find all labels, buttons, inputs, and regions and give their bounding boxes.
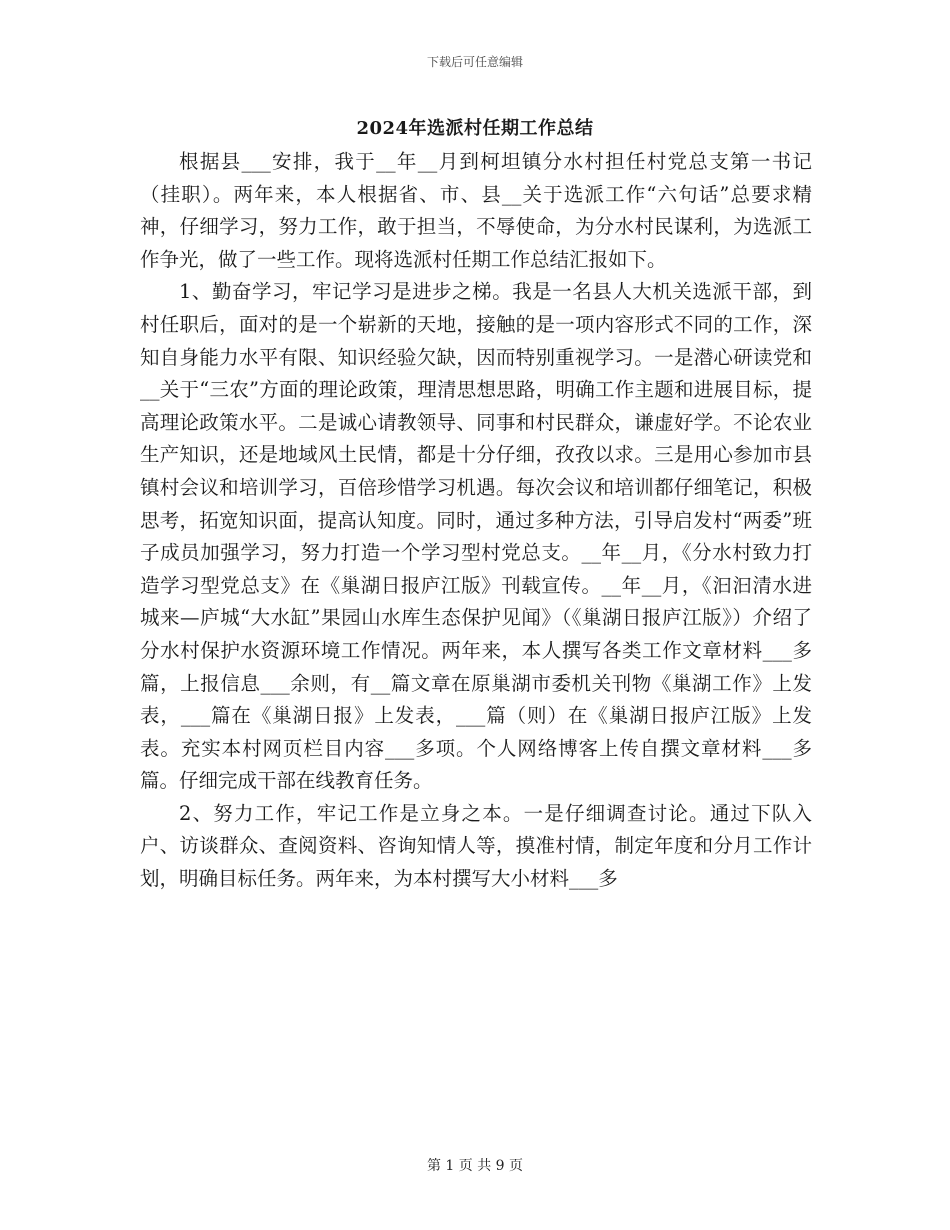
paragraph-study: 1、勤奋学习，牢记学习是进步之梯。我是一名县人大机关选派干部，到村任职后，面对的是一个崭新的天地，接触的是一项内容形式不同的工作，深知自身能力水平有限、知识经验欠缺，因而特别重视学习。一是潜心研读党和__关于“三农”方面的理论政策，理清思想思路，明确工作主题和进展目标，提高理论政策水平。二是诚心请教领导、同事和村民群众，谦虚好学。不论农业生产知识，还是地域风土民情，都是十分仔细，孜孜以求。三是用心参加市县镇村会议和培训学习，百倍珍惜学习机遇。每次会议和培训都仔细笔记，积极思考，拓宽知识面，提高认知度。同时，通过多种方法，引导启发村“两委”班子成员加强学习，努力打造一个学习型村党总支。__年__月，《分水村致力打造学习型党总支》在《巢湖日报庐江版》刊载宣传。__年__月，《汩汩清水进城来—庐城“大水缸”果园山水库生态保护见闻》（《巢湖日报庐江版》）介绍了分水村保护水资源环境工作情况。两年来，本人撰写各类工作文章材料___多篇，上报信息___余则，有__篇文章在原巢湖市委机关刊物《巢湖工作》上发表，___篇在《巢湖日报》上发表，___篇（则）在《巢湖日报庐江版》上发表。充实本村网页栏目内容___多项。个人网络博客上传自撰文章材料___多篇。仔细完成干部在线教育任务。 <box>140 280 812 793</box>
document-body <box>140 146 812 896</box>
document-title: 2024年选派村任期工作总结 <box>356 118 594 139</box>
page-number: 第 1 页 共 9 页 <box>426 1158 524 1174</box>
paragraph-work: 2、努力工作，牢记工作是立身之本。一是仔细调查讨论。通过下队入户、访谈群众、查阅资料、咨询知情人等，摸准村情，制定年度和分月工作计划，明确目标任务。两年来，为本村撰写大小材料___多 <box>140 801 812 891</box>
paragraph-intro: 根据县___安排，我于__年__月到柯坦镇分水村担任村党总支第一书记（挂职）。两年来，本人根据省、市、县__关于选派工作“六句话”总要求精神，仔细学习，努力工作，敢于担当，不辱使命，为分水村民谋利，为选派工作争光，做了一些工作。现将选派村任期工作总结汇报如下。 <box>140 150 812 271</box>
header-note: 下载后可任意编辑 <box>426 55 523 69</box>
